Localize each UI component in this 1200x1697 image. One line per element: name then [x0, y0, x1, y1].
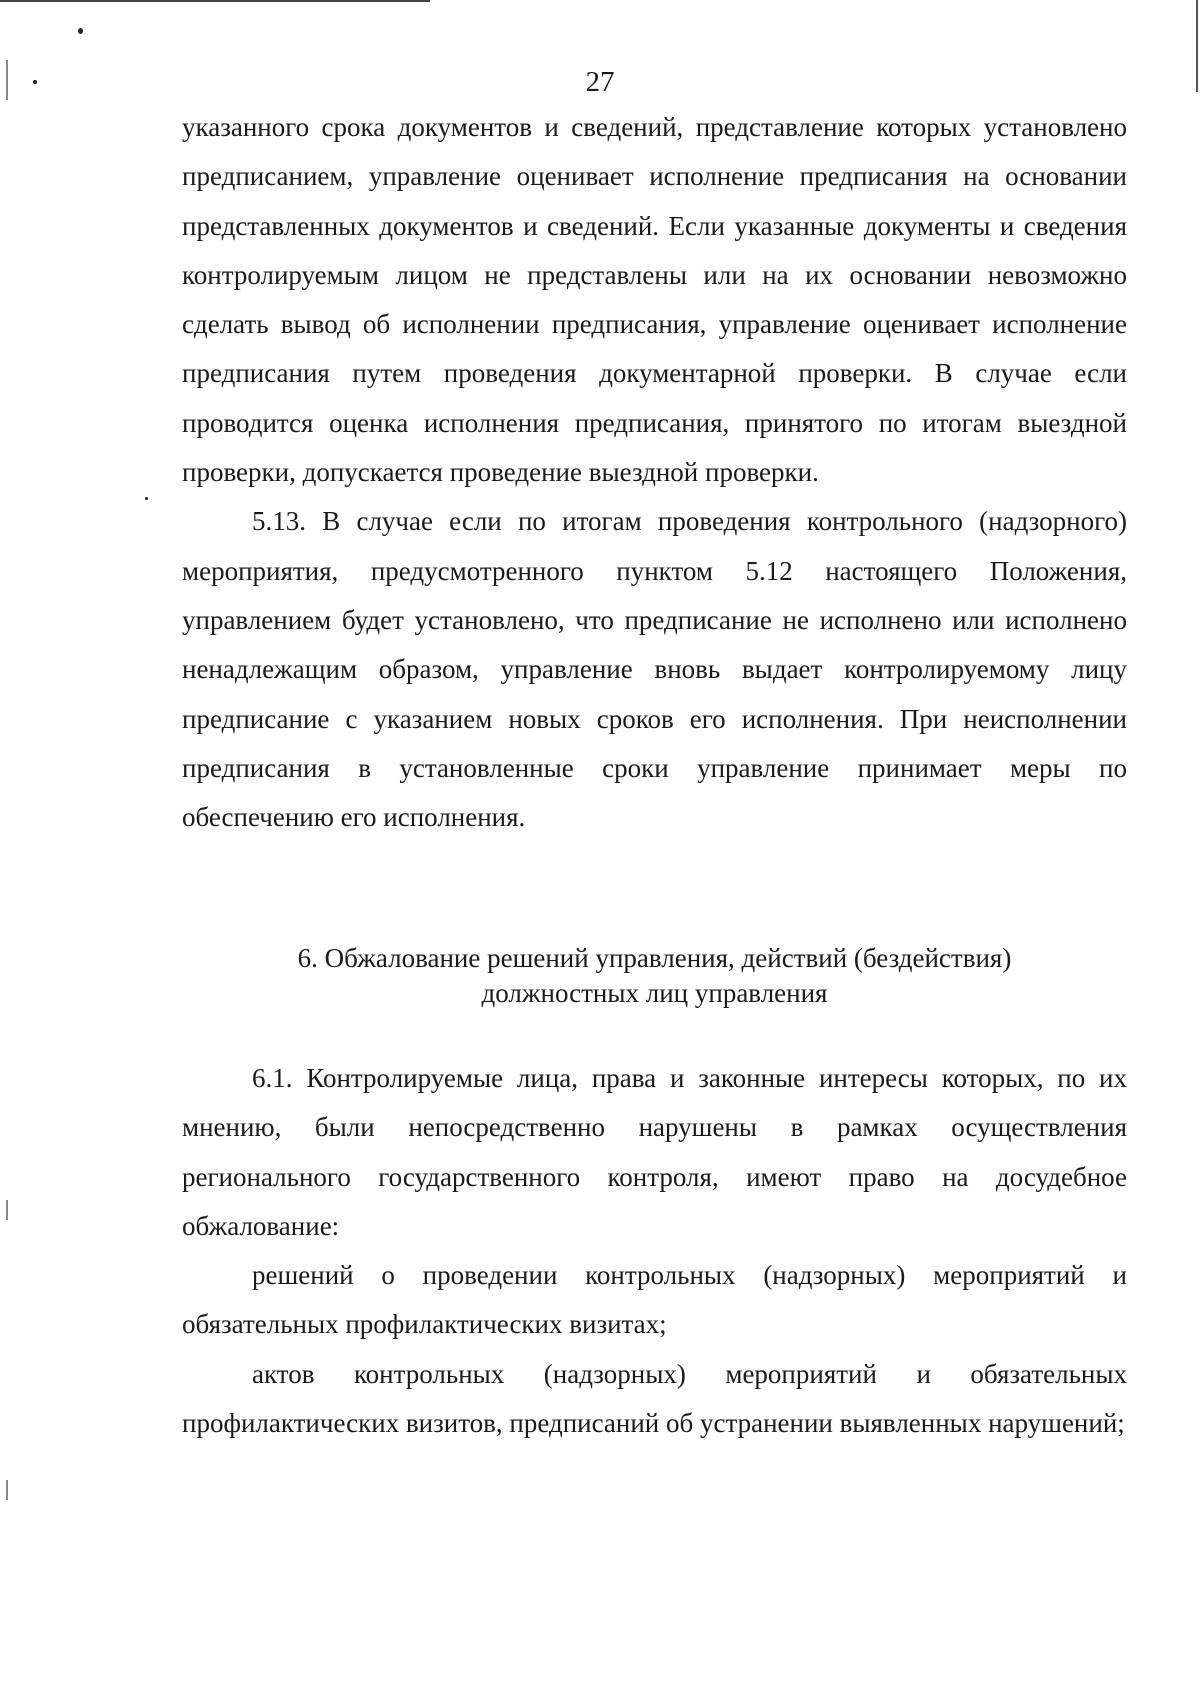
- paragraph-5-13: 5.13. В случае если по итогам проведения контрольного (надзорного) мероприятия, предусмотренного пунктом 5.12 настоящего Положения, управлением будет установлено, что предписание не исполнено или исполнено ненадлежащим образом, управление вновь выдает контролируемому лицу предписание с указанием новых сроков его исполнения. При неисполнении предписания в установленные сроки управление принимает меры по обеспечению его исполнения.: [182, 506, 1127, 833]
- left-edge-line: [6, 1480, 8, 1500]
- text-block-lower: [182, 1054, 1127, 1448]
- section-heading-line-2: должностных лиц управления: [481, 978, 828, 1008]
- text-block-upper: [182, 103, 1127, 842]
- paragraph-acts: актов контрольных (надзорных) мероприятий и обязательных профилактических визитов, предписаний об устранении выявленных нарушений;: [182, 1358, 1127, 1439]
- section-heading: [182, 941, 1127, 1011]
- left-edge-line: [6, 1200, 8, 1220]
- scan-speck: [145, 497, 148, 500]
- top-edge-line: [0, 0, 430, 2]
- page-number: 27: [585, 66, 615, 98]
- paragraph-decisions: решений о проведении контрольных (надзорных) мероприятий и обязательных профилактических визитах;: [182, 1260, 1127, 1340]
- section-heading-line-1: 6. Обжалование решений управления, действий (бездействия): [297, 943, 1012, 973]
- paragraph-6-1: 6.1. Контролируемые лица, права и законные интересы которых, по их мнению, были непосредственно нарушены в рамках осуществления регионального государственного контроля, имеют право на досудебное обжалование:: [182, 1063, 1127, 1241]
- scan-speck: [78, 28, 83, 34]
- paragraph-continuation: указанного срока документов и сведений, представление которых установлено предписанием, управление оценивает исполнение предписания на основании представленных документов и сведений. Если указанные документы и сведения контролируемым лицом не представлены или на их основании невозможно сделать вывод об исполнении предписания, управление оценивает исполнение предписания путем проведения документарной проверки. В случае если проводится оценка исполнения предписания, принятого по итогам выездной проверки, допускается проведение выездной проверки.: [182, 112, 1127, 488]
